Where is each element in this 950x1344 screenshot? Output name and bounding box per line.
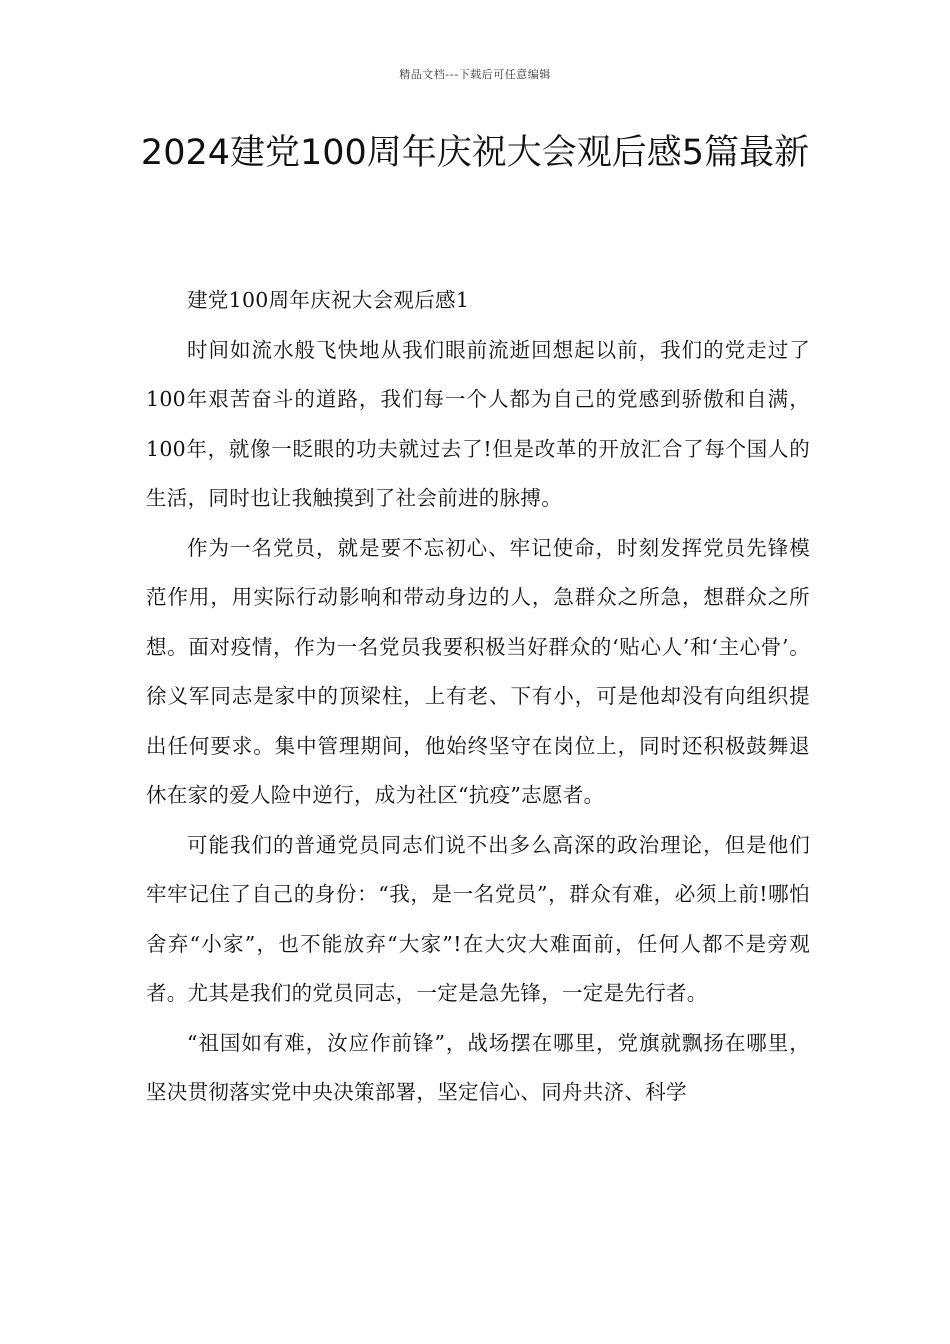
document-title: 2024建党100周年庆祝大会观后感5篇最新 — [140, 133, 810, 173]
paragraph: “祖国如有难，汝应作前锋”，战场摆在哪里，党旗就飘扬在哪里，坚决贯彻落实党中央决策部署，坚定信心、同舟共济、科学 — [146, 1030, 810, 1104]
paragraph: 时间如流水般飞快地从我们眼前流逝回想起以前，我们的党走过了100年艰苦奋斗的道路，我们每一个人都为自己的党感到骄傲和自满，100年，就像一眨眼的功夫就过去了!但是改革的开放汇合了每个国人的生活，同时也让我触摸到了社会前进的脉搏。 — [146, 337, 810, 510]
page-header-note: 精品文档---下载后可任意编辑 — [399, 68, 551, 81]
paragraph: 作为一名党员，就是要不忘初心、牢记使命，时刻发挥党员先锋模范作用，用实际行动影响和带动身边的人，急群众之所急，想群众之所想。面对疫情，作为一名党员我要积极当好群众的‘贴心人’和‘主心骨’。徐义军同志是家中的顶梁柱，上有老、下有小，可是他却没有向组织提出任何要求。集中管理期间，他始终坚守在岗位上，同时还积极鼓舞退休在家的爱人险中逆行，成为社区“抗疫”志愿者。 — [146, 535, 810, 807]
section-heading: 建党100周年庆祝大会观后感1 — [187, 288, 470, 312]
document-body — [146, 276, 810, 1118]
paragraph: 可能我们的普通党员同志们说不出多么高深的政治理论，但是他们牢牢记住了自己的身份：“我，是一名党员”，群众有难，必须上前!哪怕舍弃“小家”，也不能放弃“大家”!在大灾大难面前，任何人都不是旁观者。尤其是我们的党员同志，一定是急先锋，一定是先行者。 — [146, 832, 810, 1005]
